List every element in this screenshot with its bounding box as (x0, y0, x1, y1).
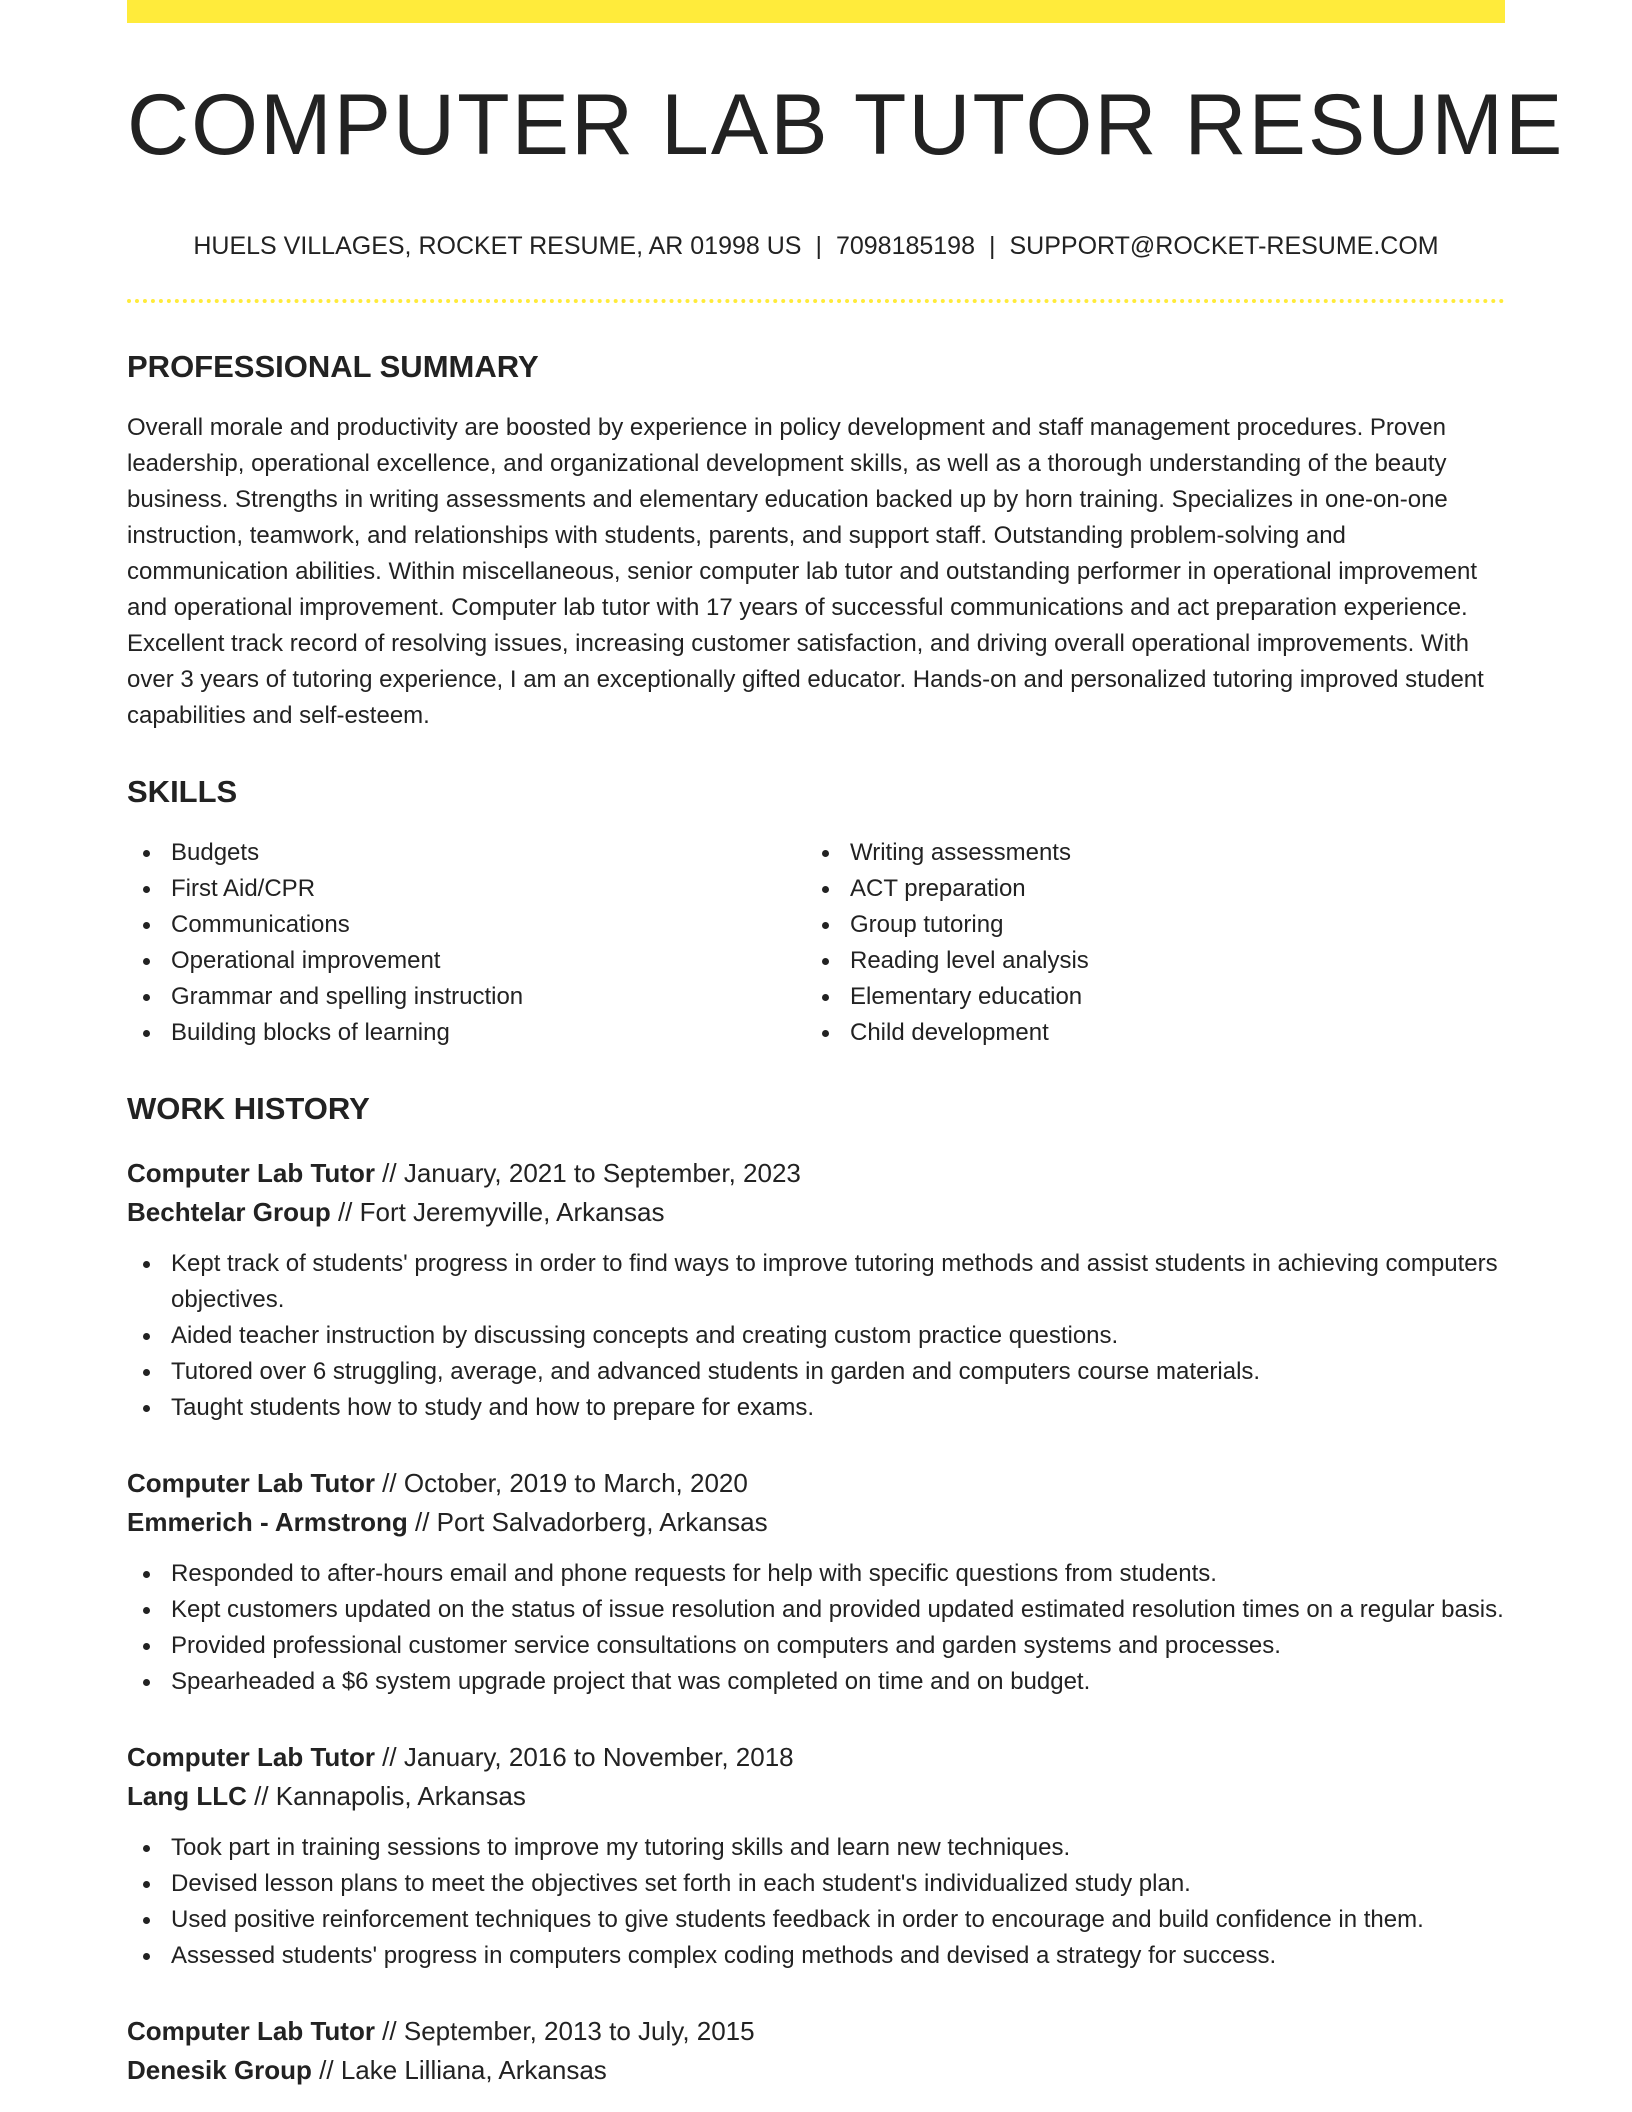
job-bullets (127, 1830, 1505, 1974)
summary-text: Overall morale and productivity are boosted by experience in policy development and staff management procedures. Proven leadership, operational excellence, and organizational development skills, as well as a thorough understanding of the beauty business. Strengths in writing assessments and elementary education backed up by horn training. Specializes in one-on-one instruction, teamwork, and relationships with students, parents, and support staff. Outstanding problem-solving and communication abilities. Within miscellaneous, senior computer lab tutor and outstanding performer in operational improvement and operational improvement. Computer lab tutor with 17 years of successful communications and act preparation experience. Excellent track record of resolving issues, increasing customer satisfaction, and driving overall operational improvements. With over 3 years of tutoring experience, I am an exceptionally gifted educator. Hands-on and personalized tutoring improved student capabilities and self-esteem. (127, 414, 1484, 729)
job-company: Emmerich - Armstrong (127, 1507, 408, 1537)
job-bullet: Spearheaded a $6 system upgrade project that was completed on time and on budget. (127, 1664, 1505, 1700)
job-title-line (127, 1738, 1505, 1777)
resume-page (127, 0, 1565, 2090)
skill-item: Communications (127, 907, 806, 943)
skill-item: First Aid/CPR (127, 871, 806, 907)
dotted-divider (127, 299, 1505, 303)
address: HUELS VILLAGES, ROCKET RESUME, AR 01998 US (193, 232, 802, 260)
job-bullet: Kept track of students' progress in order to find ways to improve tutoring methods and assist students in achieving computers objectives. (127, 1246, 1505, 1318)
job-bullet: Took part in training sessions to improve my tutoring skills and learn new techniques. (127, 1830, 1505, 1866)
skill-item: Elementary education (806, 979, 1485, 1015)
job-bullet: Devised lesson plans to meet the objectives set forth in each student's individualized study plan. (127, 1866, 1505, 1902)
skills-heading: SKILLS (127, 774, 238, 809)
job-title-line (127, 1154, 1505, 1193)
job-company-line (127, 1193, 1505, 1232)
job-entry (127, 1154, 1505, 1426)
skills-list (127, 835, 1505, 1051)
email: SUPPORT@ROCKET-RESUME.COM (1009, 232, 1439, 260)
phone: 7098185198 (835, 232, 975, 260)
job-title: Computer Lab Tutor (127, 2016, 375, 2046)
work-history-list (127, 1154, 1505, 2090)
job-dates: // October, 2019 to March, 2020 (374, 1468, 748, 1498)
job-bullets (127, 1556, 1505, 1700)
job-entry (127, 1738, 1505, 1974)
job-entry (127, 2012, 1505, 2090)
job-location: // Port Salvadorberg, Arkansas (407, 1507, 768, 1537)
job-bullet: Kept customers updated on the status of issue resolution and provided updated estimated resolution times on a regular basis. (127, 1592, 1505, 1628)
job-company-line (127, 1777, 1505, 1816)
job-title: Computer Lab Tutor (127, 1158, 375, 1188)
skills-column-left (127, 835, 806, 1051)
skill-item: Budgets (127, 835, 806, 871)
skill-item: Group tutoring (806, 907, 1485, 943)
contact-separator: | (989, 232, 996, 260)
skill-item: ACT preparation (806, 871, 1485, 907)
job-bullet: Aided teacher instruction by discussing concepts and creating custom practice questions. (127, 1318, 1505, 1354)
job-company: Lang LLC (127, 1781, 247, 1811)
job-company: Bechtelar Group (127, 1197, 331, 1227)
job-dates: // January, 2021 to September, 2023 (374, 1158, 801, 1188)
job-location: // Fort Jeremyville, Arkansas (330, 1197, 665, 1227)
skill-item: Building blocks of learning (127, 1015, 806, 1051)
skill-item: Operational improvement (127, 943, 806, 979)
skills-column-right (806, 835, 1485, 1051)
job-company: Denesik Group (127, 2055, 312, 2085)
skill-item: Child development (806, 1015, 1485, 1051)
job-bullets (127, 1246, 1505, 1426)
job-bullet: Used positive reinforcement techniques to give students feedback in order to encourage and build confidence in them. (127, 1902, 1505, 1938)
accent-bar (127, 0, 1505, 23)
resume-title: COMPUTER LAB TUTOR RESUME (127, 77, 1565, 173)
skill-item: Grammar and spelling instruction (127, 979, 806, 1015)
job-company-line (127, 2051, 1505, 2090)
summary-heading: PROFESSIONAL SUMMARY (127, 349, 539, 384)
job-bullet: Assessed students' progress in computers complex coding methods and devised a strategy for success. (127, 1938, 1505, 1974)
job-bullet: Provided professional customer service consultations on computers and garden systems and processes. (127, 1628, 1505, 1664)
job-entry (127, 1464, 1505, 1700)
skill-item: Reading level analysis (806, 943, 1485, 979)
job-location: // Lake Lilliana, Arkansas (311, 2055, 607, 2085)
job-title: Computer Lab Tutor (127, 1468, 375, 1498)
job-dates: // January, 2016 to November, 2018 (374, 1742, 794, 1772)
job-bullet: Responded to after-hours email and phone requests for help with specific questions from students. (127, 1556, 1505, 1592)
job-bullet: Tutored over 6 struggling, average, and advanced students in garden and computers course materials. (127, 1354, 1505, 1390)
job-title: Computer Lab Tutor (127, 1742, 375, 1772)
job-company-line (127, 1503, 1505, 1542)
job-bullet: Taught students how to study and how to prepare for exams. (127, 1390, 1505, 1426)
job-location: // Kannapolis, Arkansas (246, 1781, 526, 1811)
job-dates: // September, 2013 to July, 2015 (374, 2016, 755, 2046)
skill-item: Writing assessments (806, 835, 1485, 871)
contact-line (127, 234, 1505, 259)
job-title-line (127, 2012, 1505, 2051)
job-title-line (127, 1464, 1505, 1503)
work-history-heading: WORK HISTORY (127, 1091, 370, 1126)
contact-separator: | (815, 232, 822, 260)
